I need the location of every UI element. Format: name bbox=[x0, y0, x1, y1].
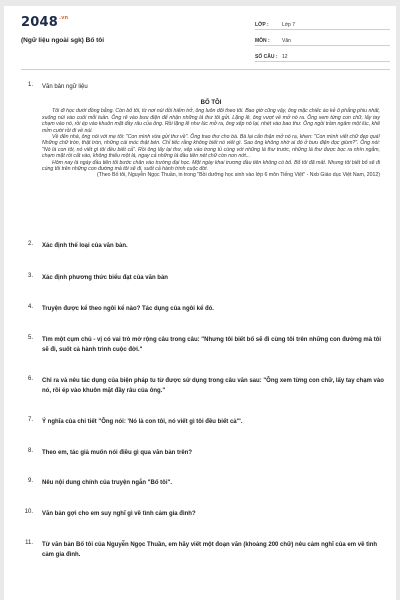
question-text: Nêu nội dung chính của truyện ngắn "Bố tôi". bbox=[42, 480, 173, 486]
question-number: 9. bbox=[27, 478, 33, 484]
question-text: Văn bản gợi cho em suy nghĩ gì về tình cảm gia đình? bbox=[42, 511, 196, 517]
passage-source: (Theo Bố tôi, Nguyễn Ngọc Thuần, in trong "Bồi dưỡng học sinh vào lớp 6 môn Tiếng Việt" - Nxb Giáo dục Việt Nam, 2012) bbox=[97, 172, 380, 179]
question-text: Từ văn bản Bố tôi của Nguyễn Ngọc Thuần, em hãy viết một đoạn văn (khoảng 200 chữ) nêu cảm nghĩ của em về tình cảm gia đình. bbox=[42, 542, 378, 558]
header-divider bbox=[21, 69, 390, 70]
passage-paragraph: Hôm nay là ngày đầu tiên tôi bước chân vào trường đại học. Một ngày khai trương đầu tiên không có bố. Bố tôi đã mất. Nhưng tôi biết bố sẽ đi cùng tôi trên những con đường mà tôi sẽ đi, suốt cả hành trình cuộc đời. bbox=[42, 159, 380, 173]
site-logo[interactable] bbox=[21, 15, 68, 30]
meta-row-class bbox=[255, 14, 390, 30]
passage-paragraph: Về đến nhà, ông nói với mẹ tôi: "Con mình vừa gửi thư về". Ông trao thư cho bà. Bà lại cẩn thận mở nó ra, khen: "Con mình viết chữ đẹp quá! Những chữ tròn, thật tròn, những cái móc thật bén. Chỉ tiếc rằng không biết nó viết gì. Sao ông không nhờ ai đó ở bưu điện đọc giùm?". Ông nói: "Nó là con tôi, nó viết gì tôi đều biết cả". Rồi ông lấy lại thư, xếp vào trong tủ cùng với những lá thư trước, những lá thư được bọc ra nhìn ngắm, chạm mặt rồi cất vào, không thiếu một lá, ngay cả những lá đầu tiên nét chữ còn non nớt... bbox=[42, 134, 380, 160]
question-number: 2. bbox=[27, 241, 33, 247]
logo-main: 2048 bbox=[21, 15, 58, 30]
question-text: Truyện được kể theo ngôi kể nào? Tác dụng của ngôi kể đó. bbox=[42, 306, 214, 312]
question-number: 11. bbox=[25, 540, 33, 546]
question-text: Chỉ ra và nêu tác dụng của biện pháp tu từ được sử dụng trong câu văn sau: "Ông xem từng con chữ, lấy tay chạm vào nó, rồi ép vào khuôn mặt đầy râu của ông." bbox=[42, 378, 384, 394]
meta-row-count bbox=[255, 46, 390, 62]
meta-table bbox=[255, 14, 390, 62]
question-text: Xác định thể loại của văn bản. bbox=[42, 243, 128, 249]
worksheet-header bbox=[4, 6, 396, 64]
meta-value: Văn bbox=[282, 38, 291, 44]
question-text: Tìm một cụm chủ - vị có vai trò mở rộng câu trong câu: "Nhưng tôi biết bố sẽ đi cùng tôi trên những con đường mà tôi sẽ đi, suốt cả hành trình cuộc đời." bbox=[42, 337, 382, 353]
meta-label: LỚP : bbox=[255, 22, 269, 28]
question-number: 7. bbox=[27, 417, 33, 423]
question-text: Văn bản ngữ liệu bbox=[42, 84, 88, 90]
question-text: Ý nghĩa của chi tiết "Ông nói: 'Nó là con tôi, nó viết gì tôi đều biết cả'". bbox=[42, 419, 243, 425]
question-number: 8. bbox=[27, 448, 33, 454]
question-number: 1. bbox=[27, 82, 33, 88]
meta-value: Lớp 7 bbox=[282, 22, 296, 28]
passage-title: BỐ TÔI bbox=[200, 100, 222, 106]
question-number: 6. bbox=[27, 376, 33, 382]
meta-label: MÔN : bbox=[255, 38, 270, 44]
meta-row-subject bbox=[255, 30, 390, 46]
question-number: 4. bbox=[27, 304, 33, 310]
logo-suffix: .vn bbox=[58, 15, 69, 21]
passage-paragraph: Tôi đi học dưới đồng bằng. Còn bố tôi, từ nơi núi đồi hiểm trở, ông luôn dõi theo tôi. Bao giờ cũng vậy, ông mặc chiếc áo kẻ ô phẳng phiu nhất, xuống núi vào cuối mỗi tuần. Ông rẽ vào bưu điện để nhận những lá thư tôi gửi. Lặng lẽ, ông vượt về mở nó ra. Ông xem từng con chữ, lấy tay chạm vào nó, rồi ép vào khuôn mặt đầy râu của ông. Rồi lặng lẽ như lúc mở ra, ông xếp nó lại, nhét vào bao thư. Ông ngồi trầm ngâm một lúc, khẽ mỉm cười rồi đi về núi. bbox=[42, 108, 380, 134]
question-text: Theo em, tác giả muốn nói điều gì qua văn bản trên? bbox=[42, 450, 193, 456]
question-number: 10. bbox=[24, 509, 33, 515]
worksheet-page bbox=[4, 6, 396, 600]
meta-value: 12 bbox=[282, 54, 288, 60]
worksheet-subtitle: (Ngữ liệu ngoài sgk) Bố tôi bbox=[21, 37, 105, 44]
question-number: 5. bbox=[27, 335, 33, 341]
reading-passage bbox=[42, 100, 380, 179]
meta-label: SỐ CÂU : bbox=[255, 54, 278, 60]
question-number: 3. bbox=[27, 273, 33, 279]
question-text: Xác định phương thức biểu đạt của văn bản bbox=[42, 275, 168, 281]
